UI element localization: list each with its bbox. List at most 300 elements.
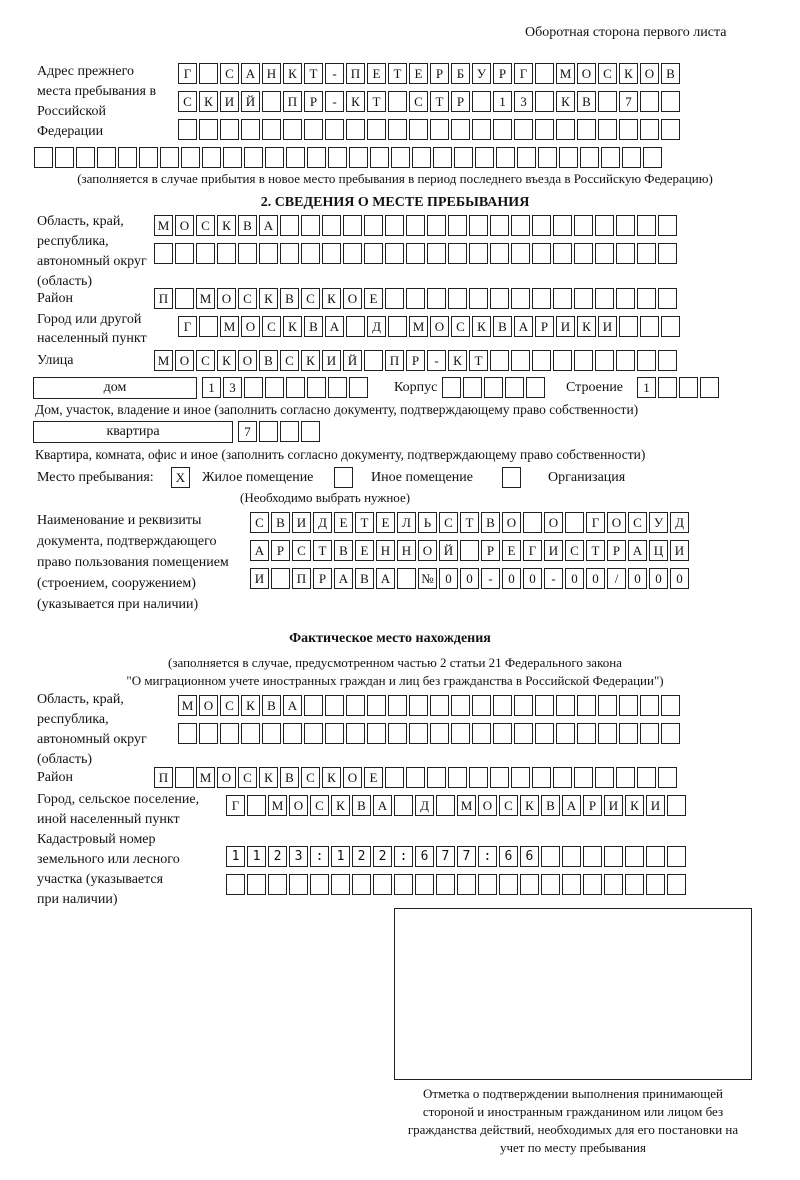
char-cell[interactable] (601, 147, 620, 168)
char-cell[interactable] (370, 147, 389, 168)
char-cell[interactable] (436, 795, 455, 816)
char-cell[interactable]: Г (178, 63, 197, 84)
char-cell[interactable]: В (262, 695, 281, 716)
char-cell[interactable] (391, 147, 410, 168)
char-cell[interactable] (304, 695, 323, 716)
char-cell[interactable]: К (217, 350, 236, 371)
prev-address-row-3[interactable] (178, 119, 682, 140)
char-cell[interactable]: Д (313, 512, 332, 533)
char-cell[interactable] (406, 288, 425, 309)
char-cell[interactable]: О (343, 767, 362, 788)
char-cell[interactable] (202, 147, 221, 168)
char-cell[interactable]: К (556, 91, 575, 112)
char-cell[interactable]: П (154, 288, 173, 309)
char-cell[interactable]: В (238, 215, 257, 236)
char-cell[interactable] (388, 316, 407, 337)
char-cell[interactable]: И (556, 316, 575, 337)
char-cell[interactable] (679, 377, 698, 398)
char-cell[interactable] (580, 147, 599, 168)
char-cell[interactable] (517, 147, 536, 168)
char-cell[interactable]: 0 (460, 568, 479, 589)
char-cell[interactable]: К (577, 316, 596, 337)
char-cell[interactable]: И (544, 540, 563, 561)
char-cell[interactable] (199, 63, 218, 84)
char-cell[interactable]: И (670, 540, 689, 561)
char-cell[interactable]: Т (460, 512, 479, 533)
char-cell[interactable]: В (334, 540, 353, 561)
char-cell[interactable] (343, 243, 362, 264)
char-cell[interactable] (262, 91, 281, 112)
char-cell[interactable]: В (352, 795, 371, 816)
char-cell[interactable] (646, 874, 665, 895)
char-cell[interactable] (595, 350, 614, 371)
char-cell[interactable]: К (625, 795, 644, 816)
char-cell[interactable] (661, 723, 680, 744)
char-cell[interactable]: К (217, 215, 236, 236)
char-cell[interactable] (526, 377, 545, 398)
char-cell[interactable]: П (154, 767, 173, 788)
char-cell[interactable]: В (661, 63, 680, 84)
char-cell[interactable]: Т (430, 91, 449, 112)
char-cell[interactable]: 1 (493, 91, 512, 112)
char-cell[interactable]: С (409, 91, 428, 112)
char-cell[interactable] (625, 846, 644, 867)
char-cell[interactable] (388, 91, 407, 112)
char-cell[interactable]: О (343, 288, 362, 309)
char-cell[interactable]: Т (469, 350, 488, 371)
char-cell[interactable]: Т (388, 63, 407, 84)
char-cell[interactable]: Р (583, 795, 602, 816)
char-cell[interactable] (493, 119, 512, 140)
char-cell[interactable] (616, 243, 635, 264)
char-cell[interactable] (118, 147, 137, 168)
char-cell[interactable]: М (178, 695, 197, 716)
char-cell[interactable] (667, 795, 686, 816)
char-cell[interactable] (364, 215, 383, 236)
char-cell[interactable] (661, 91, 680, 112)
char-cell[interactable] (55, 147, 74, 168)
char-cell[interactable]: А (283, 695, 302, 716)
char-cell[interactable]: В (355, 568, 374, 589)
char-cell[interactable] (427, 767, 446, 788)
char-cell[interactable] (535, 91, 554, 112)
char-cell[interactable] (262, 723, 281, 744)
char-cell[interactable] (535, 119, 554, 140)
char-cell[interactable]: С (451, 316, 470, 337)
char-cell[interactable]: О (640, 63, 659, 84)
char-cell[interactable] (472, 723, 491, 744)
char-cell[interactable]: К (472, 316, 491, 337)
char-cell[interactable] (658, 350, 677, 371)
char-cell[interactable] (637, 767, 656, 788)
char-cell[interactable] (367, 695, 386, 716)
char-cell[interactable] (325, 119, 344, 140)
char-cell[interactable] (451, 723, 470, 744)
char-cell[interactable] (217, 243, 236, 264)
char-cell[interactable] (220, 723, 239, 744)
char-cell[interactable]: С (238, 767, 257, 788)
char-cell[interactable] (535, 695, 554, 716)
char-cell[interactable]: 3 (223, 377, 242, 398)
char-cell[interactable]: М (196, 767, 215, 788)
char-cell[interactable]: С (196, 215, 215, 236)
char-cell[interactable]: С (310, 795, 329, 816)
char-cell[interactable]: А (241, 63, 260, 84)
prev-address-row-1[interactable] (178, 63, 682, 84)
char-cell[interactable] (700, 377, 719, 398)
char-cell[interactable]: Д (415, 795, 434, 816)
char-cell[interactable] (364, 350, 383, 371)
char-cell[interactable]: Й (241, 91, 260, 112)
char-cell[interactable]: - (544, 568, 563, 589)
char-cell[interactable] (574, 767, 593, 788)
char-cell[interactable] (160, 147, 179, 168)
char-cell[interactable] (541, 874, 560, 895)
char-cell[interactable]: В (280, 288, 299, 309)
char-cell[interactable] (223, 147, 242, 168)
char-cell[interactable]: К (283, 63, 302, 84)
char-cell[interactable] (532, 215, 551, 236)
char-cell[interactable] (535, 63, 554, 84)
actual-district-row[interactable] (154, 767, 679, 788)
char-cell[interactable] (553, 215, 572, 236)
prev-address-row-4[interactable] (34, 147, 664, 168)
char-cell[interactable]: П (385, 350, 404, 371)
char-cell[interactable] (343, 215, 362, 236)
char-cell[interactable]: У (649, 512, 668, 533)
char-cell[interactable] (460, 540, 479, 561)
char-cell[interactable] (532, 767, 551, 788)
char-cell[interactable]: Г (586, 512, 605, 533)
char-cell[interactable] (385, 215, 404, 236)
building-row[interactable] (637, 377, 721, 398)
char-cell[interactable] (616, 350, 635, 371)
char-cell[interactable] (97, 147, 116, 168)
char-cell[interactable] (286, 377, 305, 398)
char-cell[interactable]: И (322, 350, 341, 371)
char-cell[interactable]: С (292, 540, 311, 561)
char-cell[interactable]: Р (406, 350, 425, 371)
char-cell[interactable] (301, 215, 320, 236)
char-cell[interactable] (178, 119, 197, 140)
char-cell[interactable] (637, 288, 656, 309)
char-cell[interactable] (406, 243, 425, 264)
char-cell[interactable]: М (154, 350, 173, 371)
char-cell[interactable] (496, 147, 515, 168)
char-cell[interactable] (562, 846, 581, 867)
char-cell[interactable] (658, 767, 677, 788)
char-cell[interactable]: К (301, 350, 320, 371)
char-cell[interactable] (430, 723, 449, 744)
char-cell[interactable] (409, 723, 428, 744)
char-cell[interactable]: К (322, 767, 341, 788)
char-cell[interactable]: 7 (238, 421, 257, 442)
char-cell[interactable]: О (502, 512, 521, 533)
char-cell[interactable]: О (175, 215, 194, 236)
char-cell[interactable] (577, 723, 596, 744)
char-cell[interactable]: 0 (649, 568, 668, 589)
char-cell[interactable]: А (562, 795, 581, 816)
char-cell[interactable]: О (199, 695, 218, 716)
char-cell[interactable] (265, 147, 284, 168)
char-cell[interactable]: 0 (565, 568, 584, 589)
char-cell[interactable]: Е (334, 512, 353, 533)
char-cell[interactable] (394, 874, 413, 895)
char-cell[interactable]: Е (409, 63, 428, 84)
char-cell[interactable]: Т (313, 540, 332, 561)
char-cell[interactable] (469, 243, 488, 264)
char-cell[interactable]: И (598, 316, 617, 337)
char-cell[interactable] (604, 846, 623, 867)
char-cell[interactable]: Н (397, 540, 416, 561)
char-cell[interactable]: К (259, 767, 278, 788)
char-cell[interactable]: 1 (637, 377, 656, 398)
char-cell[interactable]: Д (367, 316, 386, 337)
char-cell[interactable] (640, 316, 659, 337)
char-cell[interactable]: М (154, 215, 173, 236)
char-cell[interactable] (385, 243, 404, 264)
char-cell[interactable] (490, 350, 509, 371)
region-row-2[interactable] (154, 243, 679, 264)
char-cell[interactable] (577, 119, 596, 140)
char-cell[interactable] (553, 767, 572, 788)
char-cell[interactable]: К (619, 63, 638, 84)
char-cell[interactable] (310, 874, 329, 895)
char-cell[interactable]: М (457, 795, 476, 816)
char-cell[interactable] (574, 350, 593, 371)
char-cell[interactable]: Д (670, 512, 689, 533)
char-cell[interactable] (430, 695, 449, 716)
char-cell[interactable]: 3 (514, 91, 533, 112)
char-cell[interactable]: - (325, 63, 344, 84)
char-cell[interactable] (244, 147, 263, 168)
char-cell[interactable] (478, 874, 497, 895)
char-cell[interactable] (346, 316, 365, 337)
char-cell[interactable] (490, 215, 509, 236)
place-other-checkbox[interactable] (334, 467, 353, 488)
char-cell[interactable]: А (628, 540, 647, 561)
char-cell[interactable]: М (556, 63, 575, 84)
char-cell[interactable]: 0 (670, 568, 689, 589)
char-cell[interactable]: С (220, 63, 239, 84)
char-cell[interactable]: Р (451, 91, 470, 112)
char-cell[interactable] (553, 288, 572, 309)
char-cell[interactable] (262, 119, 281, 140)
char-cell[interactable]: К (331, 795, 350, 816)
char-cell[interactable] (640, 695, 659, 716)
char-cell[interactable] (463, 377, 482, 398)
char-cell[interactable] (661, 316, 680, 337)
char-cell[interactable]: Е (376, 512, 395, 533)
char-cell[interactable] (640, 119, 659, 140)
char-cell[interactable]: 7 (619, 91, 638, 112)
char-cell[interactable]: Н (262, 63, 281, 84)
char-cell[interactable]: Е (364, 767, 383, 788)
char-cell[interactable]: Б (451, 63, 470, 84)
char-cell[interactable]: С (178, 91, 197, 112)
char-cell[interactable] (181, 147, 200, 168)
char-cell[interactable] (595, 215, 614, 236)
char-cell[interactable] (76, 147, 95, 168)
char-cell[interactable]: П (283, 91, 302, 112)
char-cell[interactable] (409, 119, 428, 140)
char-cell[interactable] (535, 723, 554, 744)
char-cell[interactable] (385, 767, 404, 788)
char-cell[interactable]: А (325, 316, 344, 337)
char-cell[interactable] (283, 723, 302, 744)
char-cell[interactable] (565, 512, 584, 533)
char-cell[interactable] (433, 147, 452, 168)
char-cell[interactable] (667, 846, 686, 867)
char-cell[interactable] (394, 795, 413, 816)
char-cell[interactable] (511, 767, 530, 788)
char-cell[interactable] (511, 288, 530, 309)
char-cell[interactable] (559, 147, 578, 168)
char-cell[interactable]: 0 (439, 568, 458, 589)
char-cell[interactable] (283, 119, 302, 140)
prev-address-row-2[interactable] (178, 91, 682, 112)
char-cell[interactable] (139, 147, 158, 168)
char-cell[interactable] (448, 215, 467, 236)
char-cell[interactable] (430, 119, 449, 140)
char-cell[interactable] (349, 377, 368, 398)
char-cell[interactable] (637, 350, 656, 371)
char-cell[interactable] (514, 119, 533, 140)
char-cell[interactable] (322, 243, 341, 264)
char-cell[interactable] (511, 215, 530, 236)
char-cell[interactable] (346, 723, 365, 744)
char-cell[interactable] (175, 243, 194, 264)
char-cell[interactable] (199, 316, 218, 337)
char-cell[interactable] (304, 119, 323, 140)
char-cell[interactable] (367, 723, 386, 744)
actual-city-row[interactable] (226, 795, 688, 816)
char-cell[interactable] (625, 874, 644, 895)
char-cell[interactable] (619, 316, 638, 337)
street-row[interactable] (154, 350, 679, 371)
district-row[interactable] (154, 288, 679, 309)
char-cell[interactable] (451, 695, 470, 716)
char-cell[interactable] (322, 215, 341, 236)
char-cell[interactable]: В (271, 512, 290, 533)
char-cell[interactable] (619, 723, 638, 744)
char-cell[interactable]: М (268, 795, 287, 816)
char-cell[interactable] (448, 288, 467, 309)
char-cell[interactable] (304, 723, 323, 744)
char-cell[interactable]: Г (523, 540, 542, 561)
char-cell[interactable]: Е (502, 540, 521, 561)
char-cell[interactable]: В (280, 767, 299, 788)
char-cell[interactable]: В (493, 316, 512, 337)
char-cell[interactable]: М (196, 288, 215, 309)
char-cell[interactable]: К (322, 288, 341, 309)
char-cell[interactable]: В (541, 795, 560, 816)
char-cell[interactable]: Т (355, 512, 374, 533)
char-cell[interactable]: 0 (502, 568, 521, 589)
char-cell[interactable] (538, 147, 557, 168)
korpus-row[interactable] (442, 377, 547, 398)
char-cell[interactable]: Г (178, 316, 197, 337)
char-cell[interactable] (388, 695, 407, 716)
char-cell[interactable] (658, 288, 677, 309)
char-cell[interactable] (469, 767, 488, 788)
char-cell[interactable]: Т (367, 91, 386, 112)
char-cell[interactable] (427, 243, 446, 264)
char-cell[interactable]: О (241, 316, 260, 337)
char-cell[interactable]: О (607, 512, 626, 533)
place-organization-checkbox[interactable] (502, 467, 521, 488)
char-cell[interactable] (406, 767, 425, 788)
char-cell[interactable]: Р (481, 540, 500, 561)
char-cell[interactable] (484, 377, 503, 398)
char-cell[interactable] (307, 147, 326, 168)
char-cell[interactable]: Н (376, 540, 395, 561)
char-cell[interactable] (604, 874, 623, 895)
char-cell[interactable]: Й (439, 540, 458, 561)
char-cell[interactable] (301, 421, 320, 442)
char-cell[interactable] (280, 243, 299, 264)
char-cell[interactable] (289, 874, 308, 895)
char-cell[interactable] (469, 288, 488, 309)
char-cell[interactable]: - (427, 350, 446, 371)
char-cell[interactable]: И (220, 91, 239, 112)
char-cell[interactable] (595, 767, 614, 788)
char-cell[interactable] (325, 723, 344, 744)
char-cell[interactable]: Р (304, 91, 323, 112)
char-cell[interactable] (490, 767, 509, 788)
char-cell[interactable] (658, 243, 677, 264)
actual-region-row-2[interactable] (178, 723, 682, 744)
char-cell[interactable] (451, 119, 470, 140)
char-cell[interactable] (301, 243, 320, 264)
char-cell[interactable]: С (280, 350, 299, 371)
char-cell[interactable]: С (628, 512, 647, 533)
char-cell[interactable] (364, 243, 383, 264)
char-cell[interactable] (412, 147, 431, 168)
char-cell[interactable] (643, 147, 662, 168)
char-cell[interactable] (280, 421, 299, 442)
char-cell[interactable]: С (196, 350, 215, 371)
char-cell[interactable] (556, 695, 575, 716)
char-cell[interactable] (637, 215, 656, 236)
char-cell[interactable]: Р (430, 63, 449, 84)
char-cell[interactable] (556, 723, 575, 744)
char-cell[interactable]: О (478, 795, 497, 816)
char-cell[interactable] (598, 91, 617, 112)
doc-row-3[interactable] (250, 568, 691, 589)
char-cell[interactable] (619, 695, 638, 716)
char-cell[interactable]: И (292, 512, 311, 533)
char-cell[interactable] (448, 243, 467, 264)
char-cell[interactable] (532, 243, 551, 264)
char-cell[interactable] (583, 846, 602, 867)
char-cell[interactable] (244, 377, 263, 398)
char-cell[interactable]: А (514, 316, 533, 337)
char-cell[interactable] (505, 377, 524, 398)
char-cell[interactable] (238, 243, 257, 264)
char-cell[interactable] (598, 723, 617, 744)
char-cell[interactable]: С (499, 795, 518, 816)
flat-number-row[interactable] (238, 421, 322, 442)
char-cell[interactable] (259, 243, 278, 264)
char-cell[interactable] (154, 243, 173, 264)
char-cell[interactable]: С (301, 288, 320, 309)
char-cell[interactable]: К (283, 316, 302, 337)
char-cell[interactable] (199, 119, 218, 140)
char-cell[interactable] (427, 288, 446, 309)
char-cell[interactable] (472, 695, 491, 716)
char-cell[interactable] (472, 119, 491, 140)
